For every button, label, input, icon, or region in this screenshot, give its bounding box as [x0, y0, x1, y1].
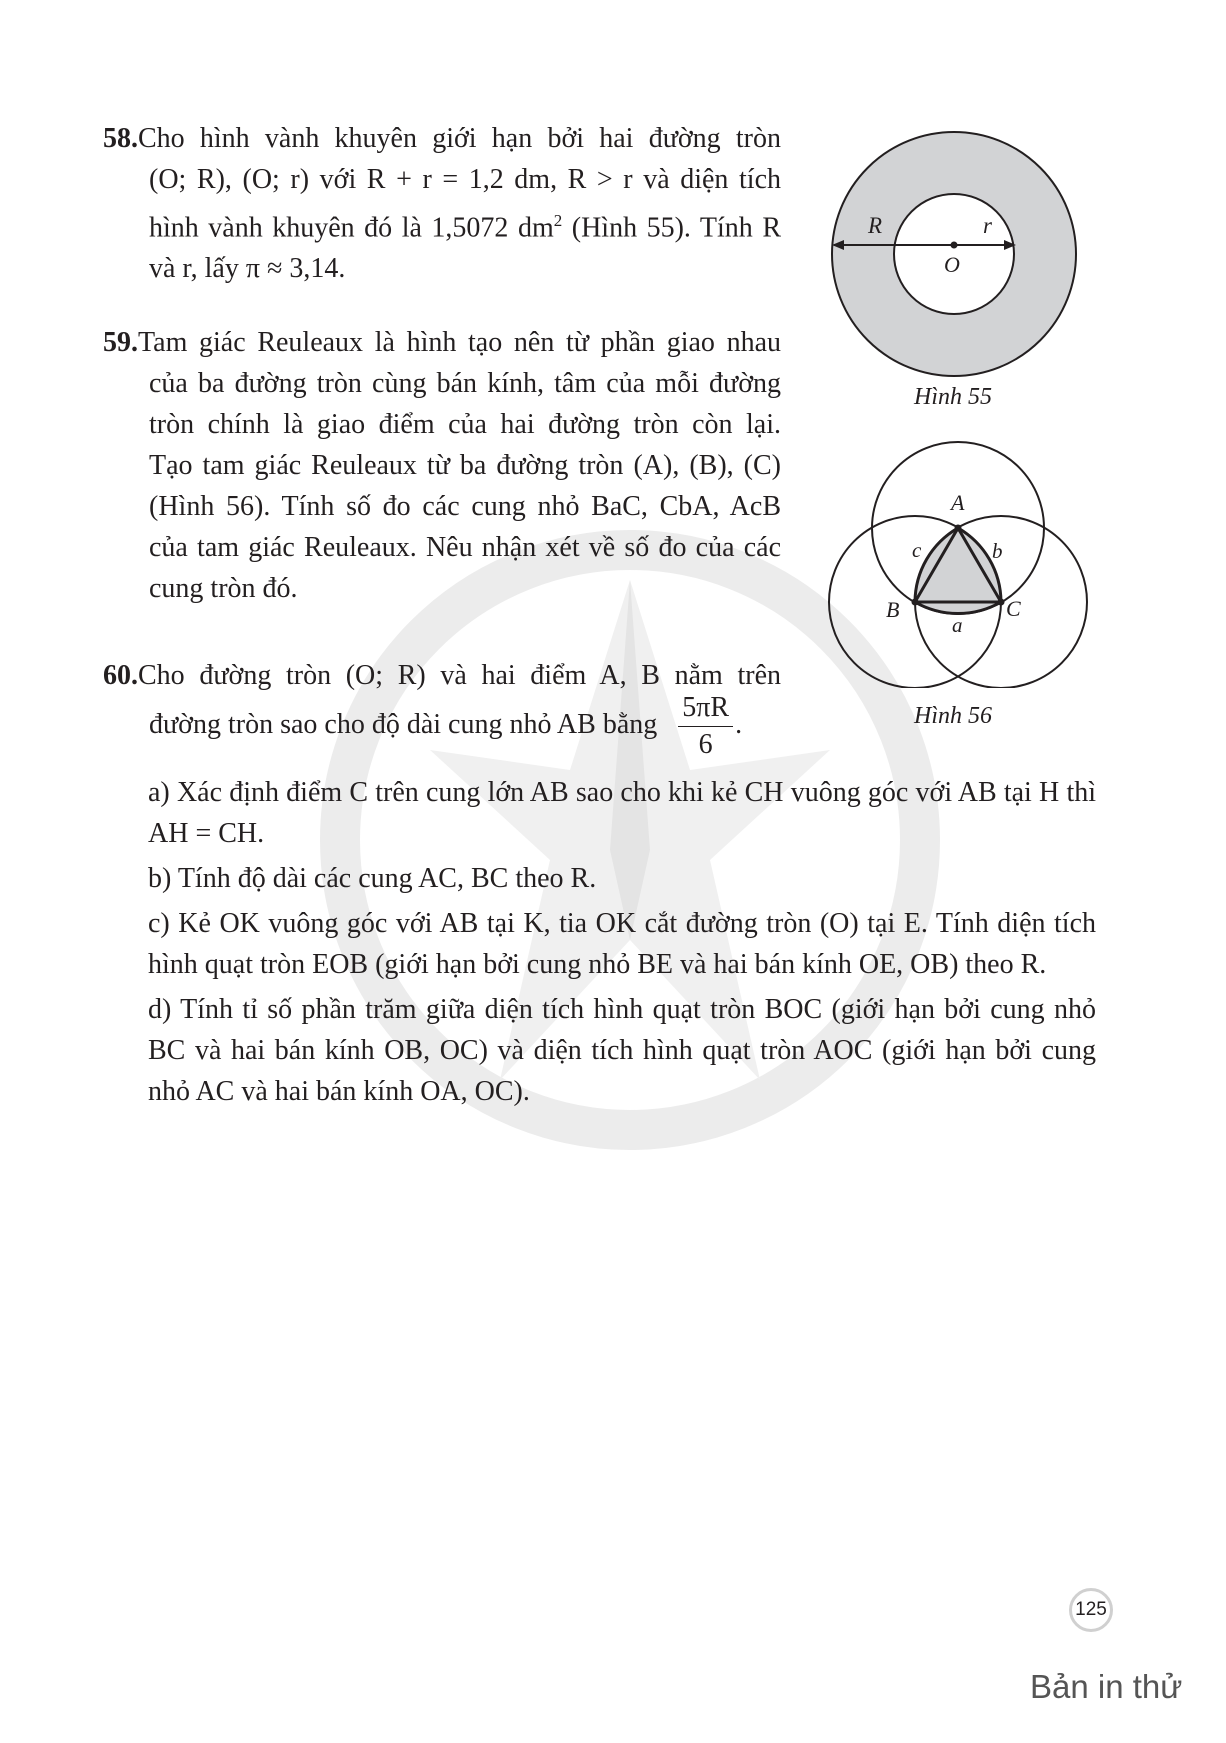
problem-text: của ba đường tròn cùng bán kính, tâm của mỗi đường: [149, 368, 781, 399]
fraction-denominator: 6: [698, 729, 713, 760]
draft-label: Bản in thử: [1030, 1668, 1183, 1705]
figure-56-caption: Hình 56: [914, 703, 992, 729]
problem-60-line2: [149, 690, 742, 763]
subquestion-d: d) Tính tỉ số phần trăm giữa diện tích hình quạt tròn BOC (giới hạn bởi cung nhỏ BC và hai bán kính OB, OC) và diện tích hình quạt tròn AOC (giới hạn bởi cung nhỏ AC và hai bán kính OA, OC).: [148, 994, 1096, 1107]
label-b: b: [992, 539, 1003, 563]
superscript: 2: [553, 211, 563, 230]
figure-55-annulus: [828, 128, 1080, 380]
problem-number: 59.: [103, 327, 138, 358]
problem-text: hình vành khuyên đó là 1,5072 dm: [149, 212, 554, 244]
problem-text: cung tròn đó.: [149, 573, 298, 604]
problem-number: 58.: [103, 123, 138, 154]
problem-text: Cho đường tròn (O; R) và hai điểm A, B nằm trên: [138, 660, 781, 691]
figure-56-reuleaux: [820, 438, 1095, 688]
problem-number: 60.: [103, 660, 138, 691]
problem-text: (O; R), (O; r) với R + r = 1,2 dm, R > r và diện tích: [149, 164, 781, 195]
problem-58: [103, 118, 781, 289]
problem-59: [103, 322, 781, 609]
subquestion-b: b) Tính độ dài các cung AC, BC theo R.: [148, 863, 597, 894]
label-a: a: [952, 613, 963, 637]
problem-text: (Hình 56). Tính số đo các cung nhỏ BaC, CbA, AcB: [149, 491, 781, 522]
problem-text: Tạo tam giác Reuleaux từ ba đường tròn (A), (B), (C): [149, 450, 781, 481]
label-O: O: [944, 252, 960, 277]
problem-text: Tam giác Reuleaux là hình tạo nên từ phần giao nhau: [138, 327, 781, 358]
label-A: A: [951, 490, 965, 515]
problem-text: tròn chính là giao điểm của hai đường tròn còn lại.: [149, 409, 781, 440]
label-r: r: [983, 213, 992, 238]
fraction-numerator: 5πR: [678, 690, 733, 727]
problem-text: đường tròn sao cho độ dài cung nhỏ AB bằng: [149, 708, 658, 740]
problem-text: và r, lấy π ≈ 3,14.: [149, 253, 346, 285]
problem-text: (Hình 55). Tính R: [562, 212, 782, 244]
label-C: C: [1006, 596, 1021, 621]
label-B: B: [886, 597, 900, 622]
fraction: [678, 690, 733, 763]
subquestion-a: a) Xác định điểm C trên cung lớn AB sao cho khi kẻ CH vuông góc với AB tại H thì AH = CH.: [148, 777, 1096, 849]
problem-text: của tam giác Reuleaux. Nêu nhận xét về số đo của các: [149, 532, 781, 563]
subquestion-c: c) Kẻ OK vuông góc với AB tại K, tia OK cắt đường tròn (O) tại E. Tính diện tích hình quạt tròn EOB (giới hạn bởi cung nhỏ BE và hai bán kính OE, OB) theo R.: [148, 908, 1096, 980]
label-c: c: [912, 538, 922, 562]
figure-55-caption: Hình 55: [914, 384, 992, 410]
problem-text: Cho hình vành khuyên giới hạn bởi hai đường tròn: [138, 123, 781, 154]
problem-text: .: [735, 708, 743, 740]
page-number: 125: [1069, 1588, 1113, 1632]
label-R: R: [868, 213, 883, 238]
